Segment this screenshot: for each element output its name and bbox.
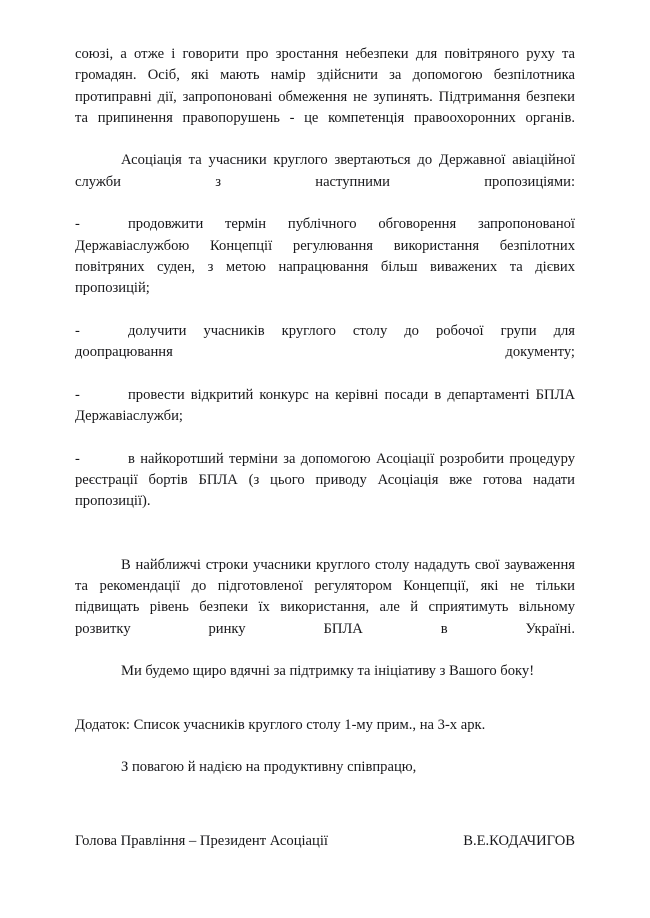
attachment-line: Додаток: Список учасників круглого столу 1-му прим., на 3-х арк.: [75, 716, 486, 733]
signatory-title: Голова Правління – Президент Асоціації: [75, 833, 328, 850]
list-item: [75, 385, 575, 449]
spacer: [75, 534, 575, 555]
spacer: [75, 683, 575, 715]
list-item: [75, 214, 575, 320]
list-marker: -: [75, 216, 80, 233]
closing-line: З повагою й надією на продуктивну співпрацю,: [121, 758, 417, 775]
list-item-text: продовжити термін публічного обговорення запропонованої Державіаслужбою Концепції регулювання використання безпілотних повітряних суден, з метою напрацювання більш виважених та дієвих пропозицій;: [75, 216, 575, 297]
list-marker: -: [75, 322, 80, 339]
paragraph-recommendations: В найближчі строки учасники круглого столу нададуть свої зауваження та рекомендації до підготовленої регулятором Концепції, які не тільки підвищать рівень безпеки їх використання, але й сприятимуть вільному розвитку ринку БПЛА в Україні.: [75, 556, 575, 637]
list-marker: -: [75, 386, 80, 403]
list-item-text: долучити учасників круглого столу до робочої групи для доопрацювання документу;: [75, 322, 575, 361]
signature-block: [75, 831, 575, 852]
list-item-text: в найкоротший терміни за допомогою Асоціації розробити процедуру реєстрації бортів БПЛА (з цього приводу Асоціація вже готова надати пропозиції).: [75, 450, 575, 510]
list-item: [75, 321, 575, 385]
document-body: [75, 44, 575, 853]
spacer: [75, 736, 575, 757]
list-item: [75, 449, 575, 534]
signatory-name: В.Е.КОДАЧИГОВ: [463, 833, 575, 850]
paragraph-association-request: Асоціація та учасники круглого звертаються до Державної авіаційної служби з наступними пропозиціями:: [75, 152, 575, 190]
paragraph-continuation: союзі, а отже і говорити про зростання небезпеки для повітряного руху та громадян. Осіб, які мають намір здійснити за допомогою безпілотника протиправні дії, запропоновані обмеження не зупинять. Підтримання безпеки та припинення правопорушень - це компетенція правоохоронних органів.: [75, 46, 575, 126]
spacer: [75, 810, 575, 831]
spacer: [75, 778, 575, 810]
paragraph-gratitude: Ми будемо щиро вдячні за підтримку та ініціативу з Вашого боку!: [121, 663, 535, 680]
list-item-text: провести відкритий конкурс на керівні посади в департаменті БПЛА Державіаслужби;: [75, 386, 575, 425]
list-marker: -: [75, 450, 80, 467]
